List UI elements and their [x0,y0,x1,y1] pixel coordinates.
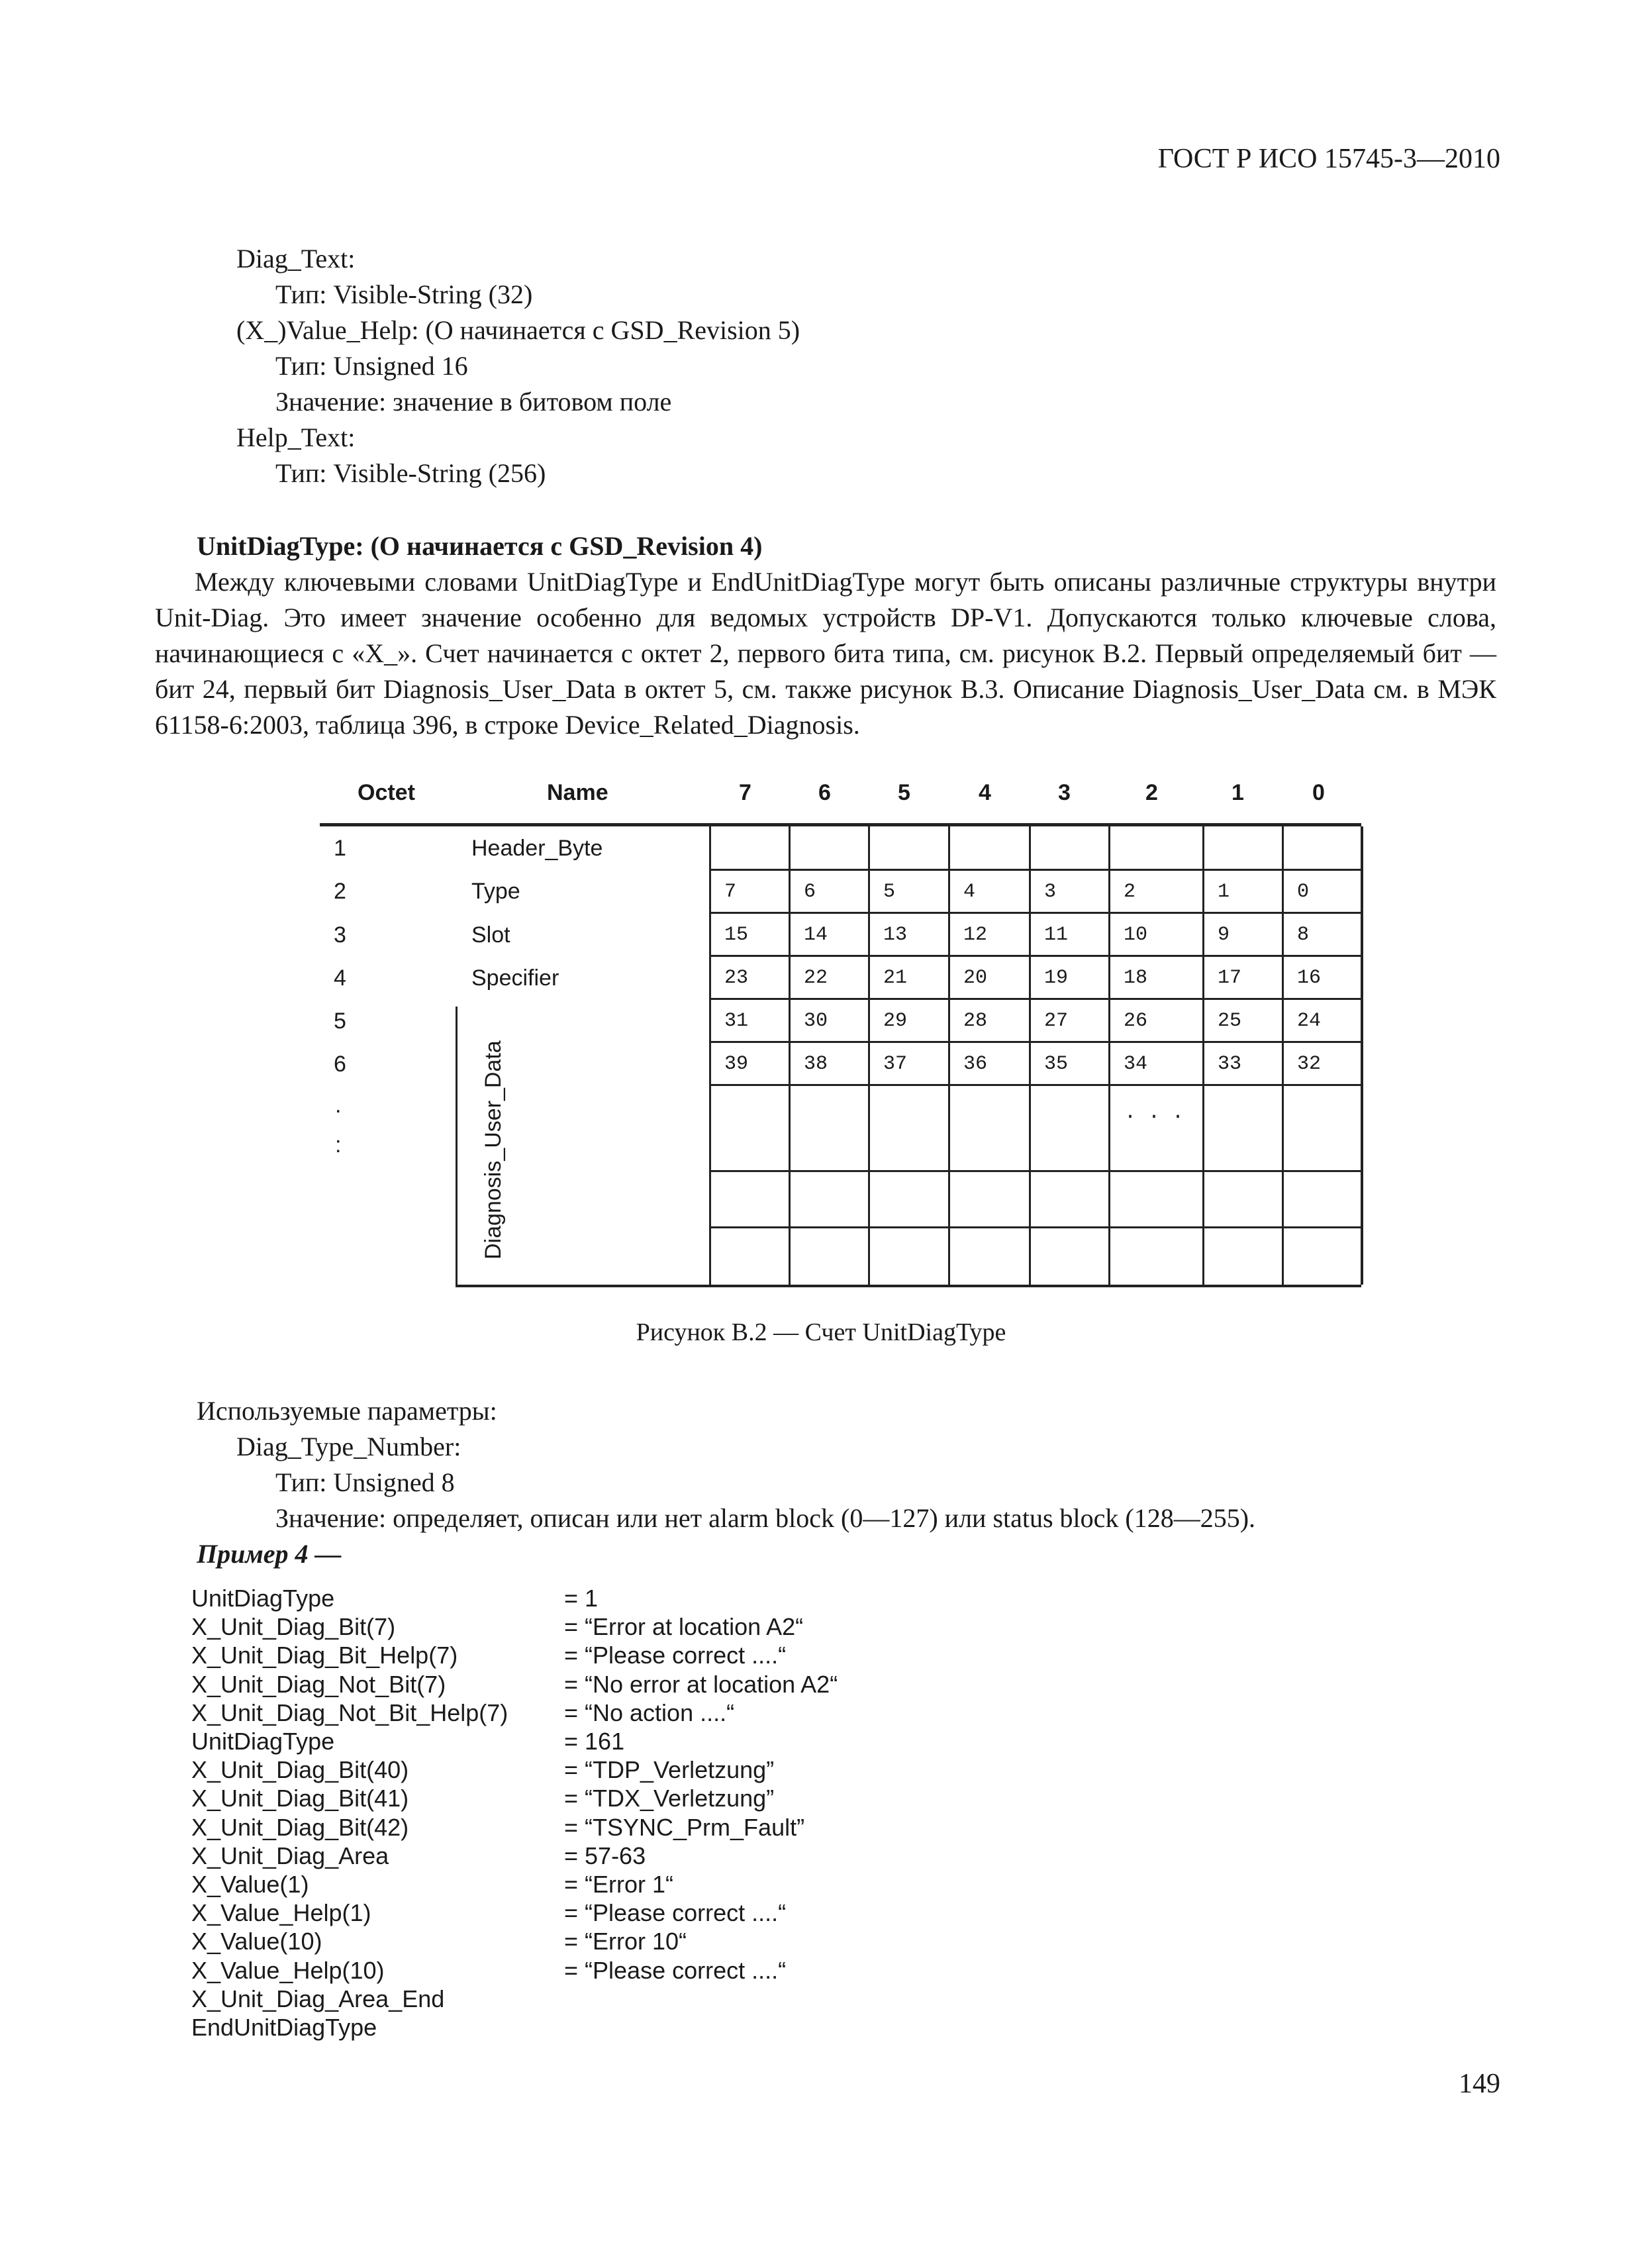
octet-number: 3 [334,922,346,948]
bit-cell: 37 [883,1053,908,1075]
bit-cell: 25 [1218,1010,1242,1032]
param-line: Тип: Visible-String (256) [275,458,546,488]
bit-cell: 22 [804,967,828,989]
example-value: = “Please correct ....“ [564,1642,787,1669]
bracket-line [456,1007,458,1287]
example-key: X_Unit_Diag_Not_Bit(7) [191,1670,446,1698]
example-value: = “Error at location A2“ [564,1613,804,1641]
param-line: Help_Text: [236,422,356,452]
bit-cell: 17 [1218,967,1242,989]
grid-hline [710,912,1361,914]
example-value: = 161 [564,1728,625,1755]
bit-cell: 5 [883,881,896,903]
example-value: = “TSYNC_Prm_Fault” [564,1813,805,1841]
grid-hline [710,1084,1361,1086]
col-bit-header: 1 [1232,780,1244,805]
example-key: X_Value_Help(10) [191,1956,385,1984]
example-key: X_Value(10) [191,1928,322,1955]
example-value: = 1 [564,1585,599,1612]
example-key: X_Unit_Diag_Bit(7) [191,1613,396,1641]
table-header-rule [320,823,1361,826]
octet-name: Slot [471,922,510,948]
octet-name: Specifier [471,965,559,991]
bit-cell: 13 [883,924,908,946]
example-value: = “Error 1“ [564,1871,674,1898]
example-value: = “Please correct ....“ [564,1956,787,1984]
bit-cell: 32 [1297,1053,1322,1075]
figure-caption: Рисунок В.2 — Счет UnitDiagType [636,1318,1006,1346]
example-value: = “No error at location A2“ [564,1670,838,1698]
param-line: Значение: значение в битовом поле [275,387,672,417]
example-value: = “Error 10“ [564,1928,687,1955]
used-param-name: Diag_Type_Number: [236,1432,461,1461]
bit-cell: 39 [724,1053,749,1075]
page-number: 149 [1459,2069,1500,2099]
grid-hline [710,955,1361,957]
table-bottom-rule [456,1285,1361,1287]
bit-cell: 1 [1218,881,1230,903]
bit-cell: 29 [883,1010,908,1032]
section-paragraph: Между ключевыми словами UnitDiagType и EndUnitDiagType могут быть описаны различные структуры внутри Unit-Diag. Это имеет значение особенно для ведомых устройств DP-V1. Допускаются только ключевые слова, начинающиеся с «X_». Счет начинается с октет 2, первого бита типа, см. рисунок В.2. Первый определяемый бит — бит 24, первый бит Diagnosis_User_Data в октет 5, см. также рисунок В.3. Описание Diagnosis_User_Data см. в МЭК 61158-6:2003, таблица 396, в строке Device_Related_Diagnosis. [155,567,1496,740]
col-bit-header: 7 [739,780,751,805]
grid-hline [710,998,1361,1000]
col-octet-header: Octet [358,780,415,805]
col-name-header: Name [547,780,608,805]
octet-number: 4 [334,965,346,991]
document-header: ГОСТ Р ИСО 15745-3—2010 [1157,144,1500,174]
bit-cell: 12 [963,924,988,946]
bit-cell: 15 [724,924,749,946]
example-key: X_Unit_Diag_Bit(41) [191,1785,409,1812]
grid-vline [1282,826,1284,1285]
col-bit-header: 6 [818,780,831,805]
example-key: X_Unit_Diag_Not_Bit_Help(7) [191,1699,508,1726]
grid-vline [868,826,870,1285]
octet-number: . [335,1093,342,1118]
param-line: (X_)Value_Help: (О начинается с GSD_Revision 5) [236,315,800,345]
octet-number: 1 [334,836,346,861]
grid-vline [948,826,950,1285]
used-param-value: Значение: определяет, описан или нет alarm block (0—127) или status block (128—255). [275,1503,1256,1533]
example-key: UnitDiagType [191,1585,335,1612]
param-line: Тип: Visible-String (32) [275,279,533,309]
bit-cell: 11 [1044,924,1069,946]
used-params-title: Используемые параметры: [197,1396,497,1426]
bit-cell: 8 [1297,924,1310,946]
bit-cell: 10 [1124,924,1148,946]
bit-cell: 19 [1044,967,1069,989]
section-title: UnitDiagType: (О начинается с GSD_Revision 4) [197,531,763,561]
octet-name: Header_Byte [471,836,603,861]
example-key: X_Unit_Diag_Bit(42) [191,1813,409,1841]
octet-number: 5 [334,1009,346,1034]
grid-hline [710,869,1361,871]
grid-vline [709,826,711,1285]
bit-cell: 14 [804,924,828,946]
example-key: UnitDiagType [191,1728,335,1755]
example-key: X_Value(1) [191,1871,309,1898]
bit-cell: 20 [963,967,988,989]
col-bit-header: 5 [898,780,910,805]
grid-vline [1108,826,1110,1285]
example-key: EndUnitDiagType [191,2014,377,2041]
col-bit-header: 3 [1058,780,1071,805]
example-title: Пример 4 — [197,1539,342,1569]
col-bit-header: 2 [1145,780,1158,805]
bit-cell: 31 [724,1010,749,1032]
grid-hline [710,1226,1361,1228]
bit-cell: 16 [1297,967,1322,989]
grid-vline [1202,826,1204,1285]
example-key: X_Unit_Diag_Area_End [191,1985,445,2012]
example-key: X_Unit_Diag_Bit_Help(7) [191,1642,458,1669]
col-bit-header: 4 [979,780,991,805]
grid-hline [710,1170,1361,1172]
diagnosis-user-data-label: Diagnosis_User_Data [481,1040,506,1259]
example-value: = “TDX_Verletzung” [564,1785,775,1812]
example-key: X_Unit_Diag_Area [191,1842,389,1869]
grid-vline [1029,826,1031,1285]
bit-cell: 23 [724,967,749,989]
bit-cell: 28 [963,1010,988,1032]
bit-cell: 34 [1124,1053,1148,1075]
bit-cell: 35 [1044,1053,1069,1075]
example-key: X_Value_Help(1) [191,1899,371,1927]
ellipsis: . . . [1124,1102,1184,1124]
example-key: X_Unit_Diag_Bit(40) [191,1756,409,1784]
bit-cell: 9 [1218,924,1230,946]
param-line: Тип: Unsigned 16 [275,351,468,381]
bit-cell: 3 [1044,881,1057,903]
bit-cell: 2 [1124,881,1136,903]
bit-cell: 38 [804,1053,828,1075]
grid-vline [789,826,791,1285]
bit-cell: 27 [1044,1010,1069,1032]
grid-hline [710,1041,1361,1043]
example-value: = “TDP_Verletzung” [564,1756,775,1784]
octet-name: Type [471,879,520,904]
octet-number: 6 [334,1052,346,1077]
col-bit-header: 0 [1312,780,1325,805]
octet-number: : [335,1132,342,1158]
bit-cell: 7 [724,881,737,903]
param-line: Diag_Text: [236,244,356,273]
bit-cell: 21 [883,967,908,989]
bit-cell: 18 [1124,967,1148,989]
octet-number: 2 [334,879,346,904]
bit-cell: 33 [1218,1053,1242,1075]
bit-cell: 4 [963,881,976,903]
example-value: = 57-63 [564,1842,646,1869]
example-value: = “Please correct ....“ [564,1899,787,1927]
example-value: = “No action ....“ [564,1699,735,1726]
grid-vline [1361,826,1363,1285]
bit-cell: 26 [1124,1010,1148,1032]
bit-cell: 30 [804,1010,828,1032]
bit-cell: 36 [963,1053,988,1075]
used-param-type: Тип: Unsigned 8 [275,1467,455,1497]
bit-cell: 6 [804,881,816,903]
bit-cell: 0 [1297,881,1310,903]
bit-cell: 24 [1297,1010,1322,1032]
